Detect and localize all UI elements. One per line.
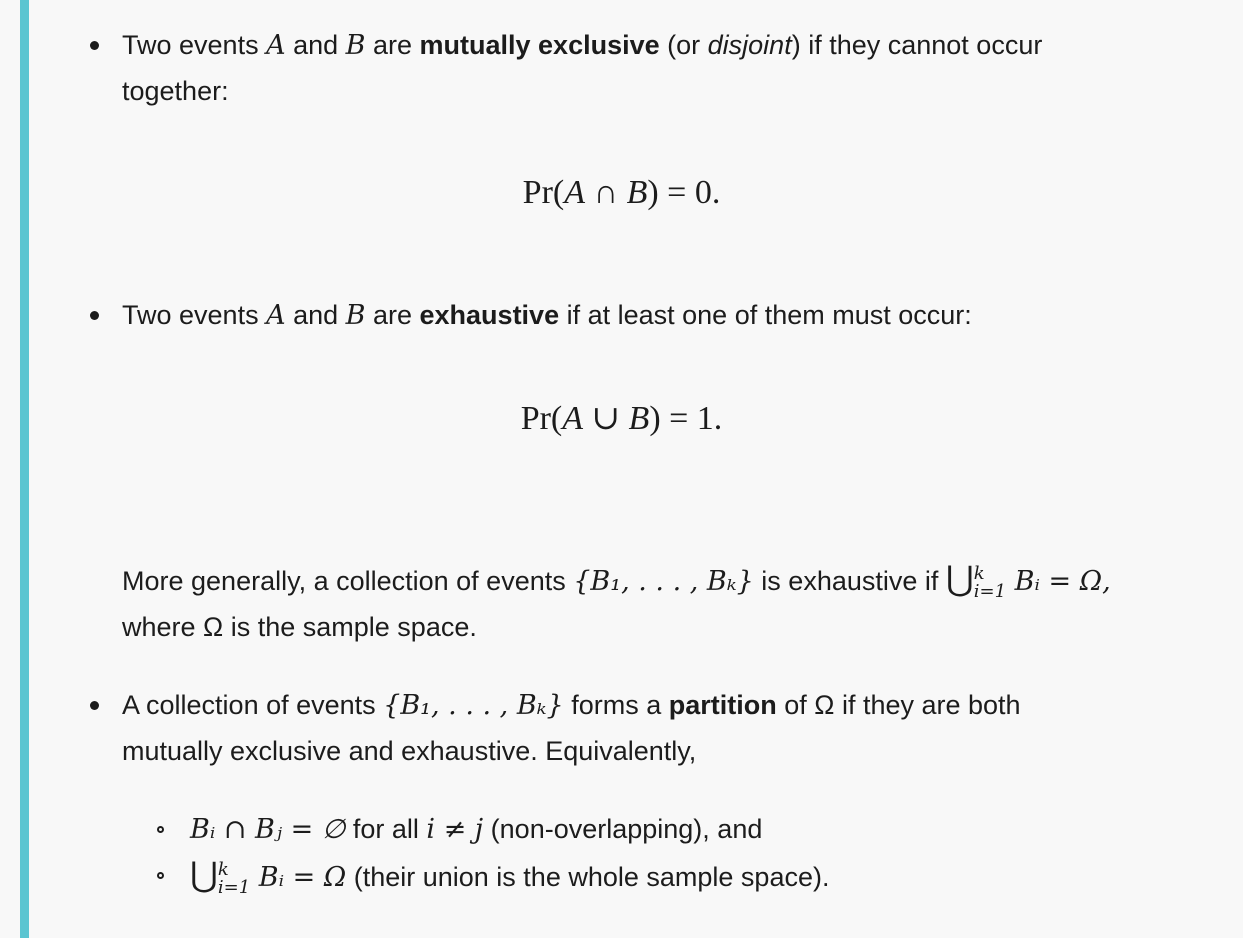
big-union-symbol: ⋃: [945, 559, 974, 599]
union-sup: k: [217, 858, 229, 880]
math-set: {B₁, . . . , Bₖ}: [383, 690, 564, 721]
text: A collection of events: [122, 690, 384, 720]
equation-intersection: [0, 168, 1243, 218]
eq-op: ∪: [583, 400, 629, 437]
eq-rest: ) = 0.: [647, 174, 721, 211]
eq-var-b: B: [628, 400, 650, 437]
generalization-line-2: where Ω is the sample space.: [122, 612, 477, 642]
text: and: [285, 30, 346, 60]
bullet-exhaustive: [90, 311, 99, 320]
mutually-exclusive-line-1: [122, 22, 1042, 69]
generalization-line-1: [122, 556, 1111, 605]
math-var-a: A: [266, 300, 286, 331]
text: (or: [659, 30, 708, 60]
text: (non-overlapping), and: [483, 814, 763, 844]
bullet-partition: [90, 701, 99, 710]
partition-line-2: mutually exclusive and exhaustive. Equivalently,: [122, 736, 697, 766]
math-var-b: B: [345, 30, 366, 61]
math-var-b: B: [345, 300, 366, 331]
union-sub: i=1: [973, 580, 1007, 602]
text: Two events: [122, 30, 267, 60]
sub-bullet-union: [157, 872, 164, 879]
math-union-rest: Bᵢ = Ω,: [1006, 566, 1111, 597]
text: are: [365, 300, 420, 330]
math-i-neq-j: i ≠ j: [426, 814, 484, 845]
big-union-symbol: ⋃: [190, 855, 218, 895]
eq-func: Pr(: [520, 400, 563, 437]
eq-op: ∩: [585, 174, 627, 211]
text: forms a: [563, 690, 669, 720]
math-set: {B₁, . . . , Bₖ}: [573, 566, 754, 597]
union-sub: i=1: [217, 876, 251, 898]
eq-var-b: B: [626, 174, 648, 211]
term-mutually-exclusive: mutually exclusive: [419, 30, 660, 60]
text: is exhaustive if: [753, 566, 946, 596]
text: More generally, a collection of events: [122, 566, 574, 596]
partition-line-1: [122, 682, 1021, 729]
eq-var-a: A: [564, 174, 585, 211]
eq-rest: ) = 1.: [649, 400, 723, 437]
mutually-exclusive-line-2: together:: [122, 76, 229, 106]
exhaustive-line-1: [122, 292, 972, 339]
term-exhaustive: exhaustive: [419, 300, 560, 330]
math-intersection-empty: Bᵢ ∩ Bⱼ = ∅: [190, 814, 346, 845]
text: for all: [345, 814, 427, 844]
math-var-a: A: [266, 30, 286, 61]
text: (their union is the whole sample space).: [346, 862, 830, 892]
union-sup: k: [973, 562, 985, 584]
text: if at least one of them must occur:: [559, 300, 972, 330]
eq-var-a: A: [562, 400, 584, 437]
sub-bullet-non-overlapping: [157, 826, 164, 833]
text: of Ω if they are both: [776, 690, 1021, 720]
partition-condition-2: [190, 852, 829, 901]
equation-union: [0, 394, 1243, 444]
math-union-omega: Bᵢ = Ω: [250, 862, 347, 893]
union-limits: [973, 562, 1007, 602]
text: ) if they cannot occur: [791, 30, 1043, 60]
bullet-mutually-exclusive: [90, 41, 99, 50]
term-disjoint: disjoint: [707, 30, 792, 60]
term-partition: partition: [668, 690, 777, 720]
partition-condition-1: [190, 806, 762, 853]
text: Two events: [122, 300, 267, 330]
text: and: [285, 300, 346, 330]
text: are: [365, 30, 420, 60]
eq-func: Pr(: [522, 174, 565, 211]
union-limits: [217, 858, 251, 898]
